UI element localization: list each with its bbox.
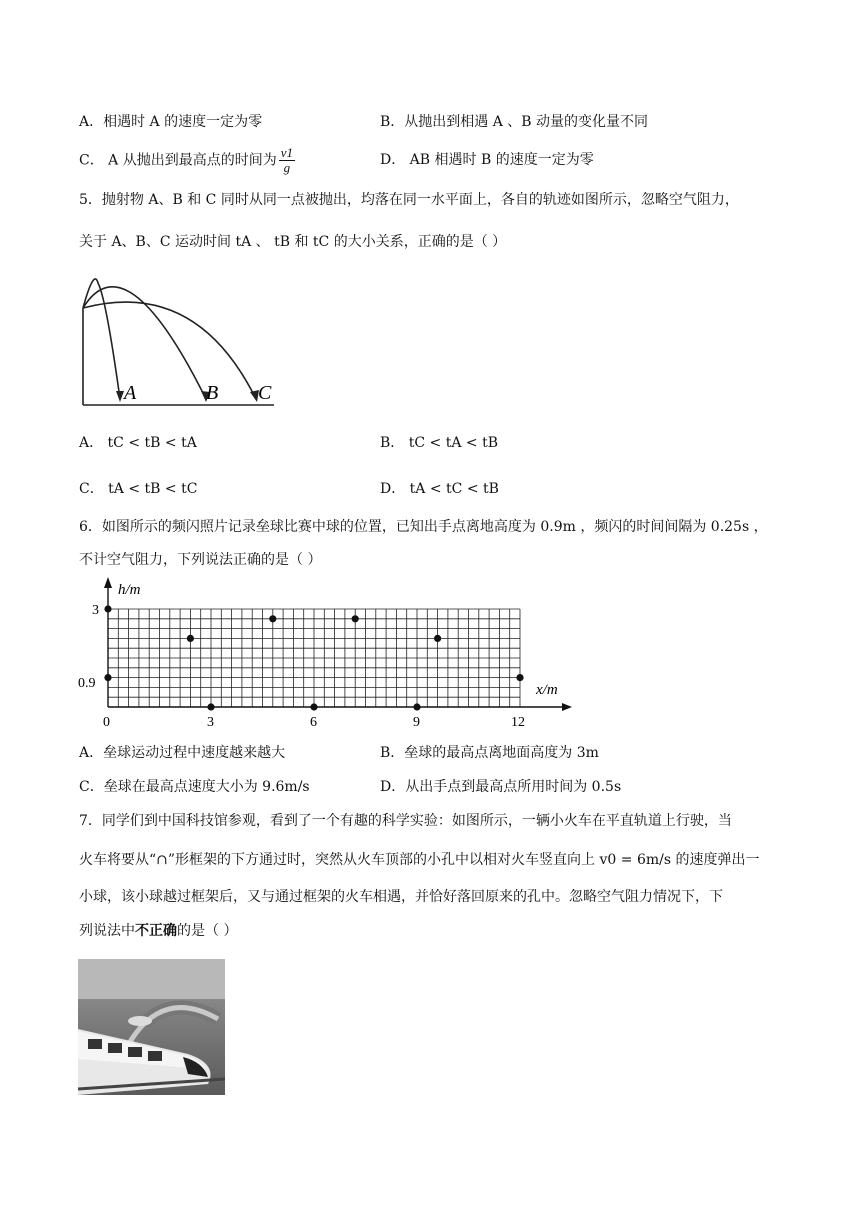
q5-option-c: C． tA < tB < tC	[79, 481, 198, 497]
data-point	[207, 703, 214, 710]
q7-train-photo	[78, 959, 225, 1095]
y-tick-0-9: 0.9	[78, 676, 96, 691]
q4-option-a: A．相遇时 A 的速度一定为零	[79, 114, 263, 130]
q6-stem-line2: 不计空气阻力，下列说法正确的是（ ）	[79, 552, 322, 568]
x-tick-0: 0	[103, 715, 110, 730]
q6-strobe-chart	[74, 574, 574, 734]
q4-fraction-den: g	[283, 160, 291, 175]
x-tick-6: 6	[310, 715, 317, 730]
data-point	[104, 674, 111, 681]
q5-option-b: B． tC < tA < tB	[380, 435, 498, 451]
q6-option-b: B．垒球的最高点离地面高度为 3m	[380, 745, 599, 761]
y-axis-label: h/m	[118, 582, 141, 598]
q7-stem-line3: 小球，该小球越过框架后，又与通过框架的火车相遇，并恰好落回原来的孔中。忽略空气阻力情况下，下	[79, 889, 723, 905]
data-point	[434, 635, 441, 642]
q5-stem-line1: 5．抛射物 A、B 和 C 同时从同一点被抛出，均落在同一水平面上，各自的轨迹如图所示，忽略空气阻力，	[79, 192, 739, 208]
data-point	[310, 703, 317, 710]
x-tick-12: 12	[511, 715, 525, 730]
chart-axes	[104, 577, 572, 711]
q7-stem-line4	[79, 924, 237, 938]
x-tick-3: 3	[207, 715, 214, 730]
x-axis-label: x/m	[536, 682, 558, 698]
q6-stem-line1: 6．如图所示的频闪照片记录垒球比赛中球的位置，已知出手点离地高度为 0.9m ，频闪的时间间隔为 0.25s ，	[79, 519, 768, 535]
q5-option-d: D． tA < tC < tB	[380, 481, 499, 497]
q4-fraction	[279, 146, 295, 175]
data-point	[516, 674, 523, 681]
data-point	[413, 703, 420, 710]
q6-option-d: D．从出手点到最高点所用时间为 0.5s	[380, 779, 622, 795]
y-tick-3: 3	[92, 603, 99, 618]
data-point	[187, 635, 194, 642]
q4-option-b: B．从抛出到相遇 A 、B 动量的变化量不同	[380, 114, 649, 130]
data-point	[352, 615, 359, 622]
q7-line4-pre: 列说法中	[79, 923, 135, 939]
data-point	[269, 615, 276, 622]
q6-option-a: A．垒球运动过程中速度越来越大	[79, 745, 286, 761]
q7-stem-line1: 7．同学们到中国科技馆参观，看到了一个有趣的科学实验：如图所示，一辆小火车在平直轨道上行驶，当	[79, 813, 732, 829]
q5-trajectory-figure	[76, 268, 286, 413]
data-point	[104, 605, 111, 612]
q6-option-c: C．垒球在最高点速度大小为 9.6m/s	[79, 779, 310, 795]
q7-line4-post: 的是（ ）	[177, 923, 238, 939]
q4-option-d: D． AB 相遇时 B 的速度一定为零	[380, 152, 594, 168]
label-c: C	[258, 382, 272, 404]
q7-emphasis-incorrect: 不正确	[135, 923, 177, 939]
label-a: A	[124, 382, 137, 404]
x-tick-9: 9	[413, 715, 420, 730]
q4-fraction-num: v1	[280, 145, 294, 160]
q7-stem-line2: 火车将要从“∩”形框架的下方通过时，突然从火车顶部的小孔中以相对火车竖直向上 v0 = 6m/s 的速度弹出一	[79, 852, 760, 868]
q5-stem-line2: 关于 A、B、C 运动时间 tA 、 tB 和 tC 的大小关系，正确的是（ ）	[79, 234, 507, 250]
chart-grid	[108, 609, 520, 707]
q5-option-a: A． tC < tB < tA	[79, 435, 197, 451]
q4-option-c-text: C． A 从抛出到最高点的时间为	[79, 152, 277, 169]
label-b: B	[206, 382, 219, 404]
q4-option-c	[79, 146, 295, 175]
